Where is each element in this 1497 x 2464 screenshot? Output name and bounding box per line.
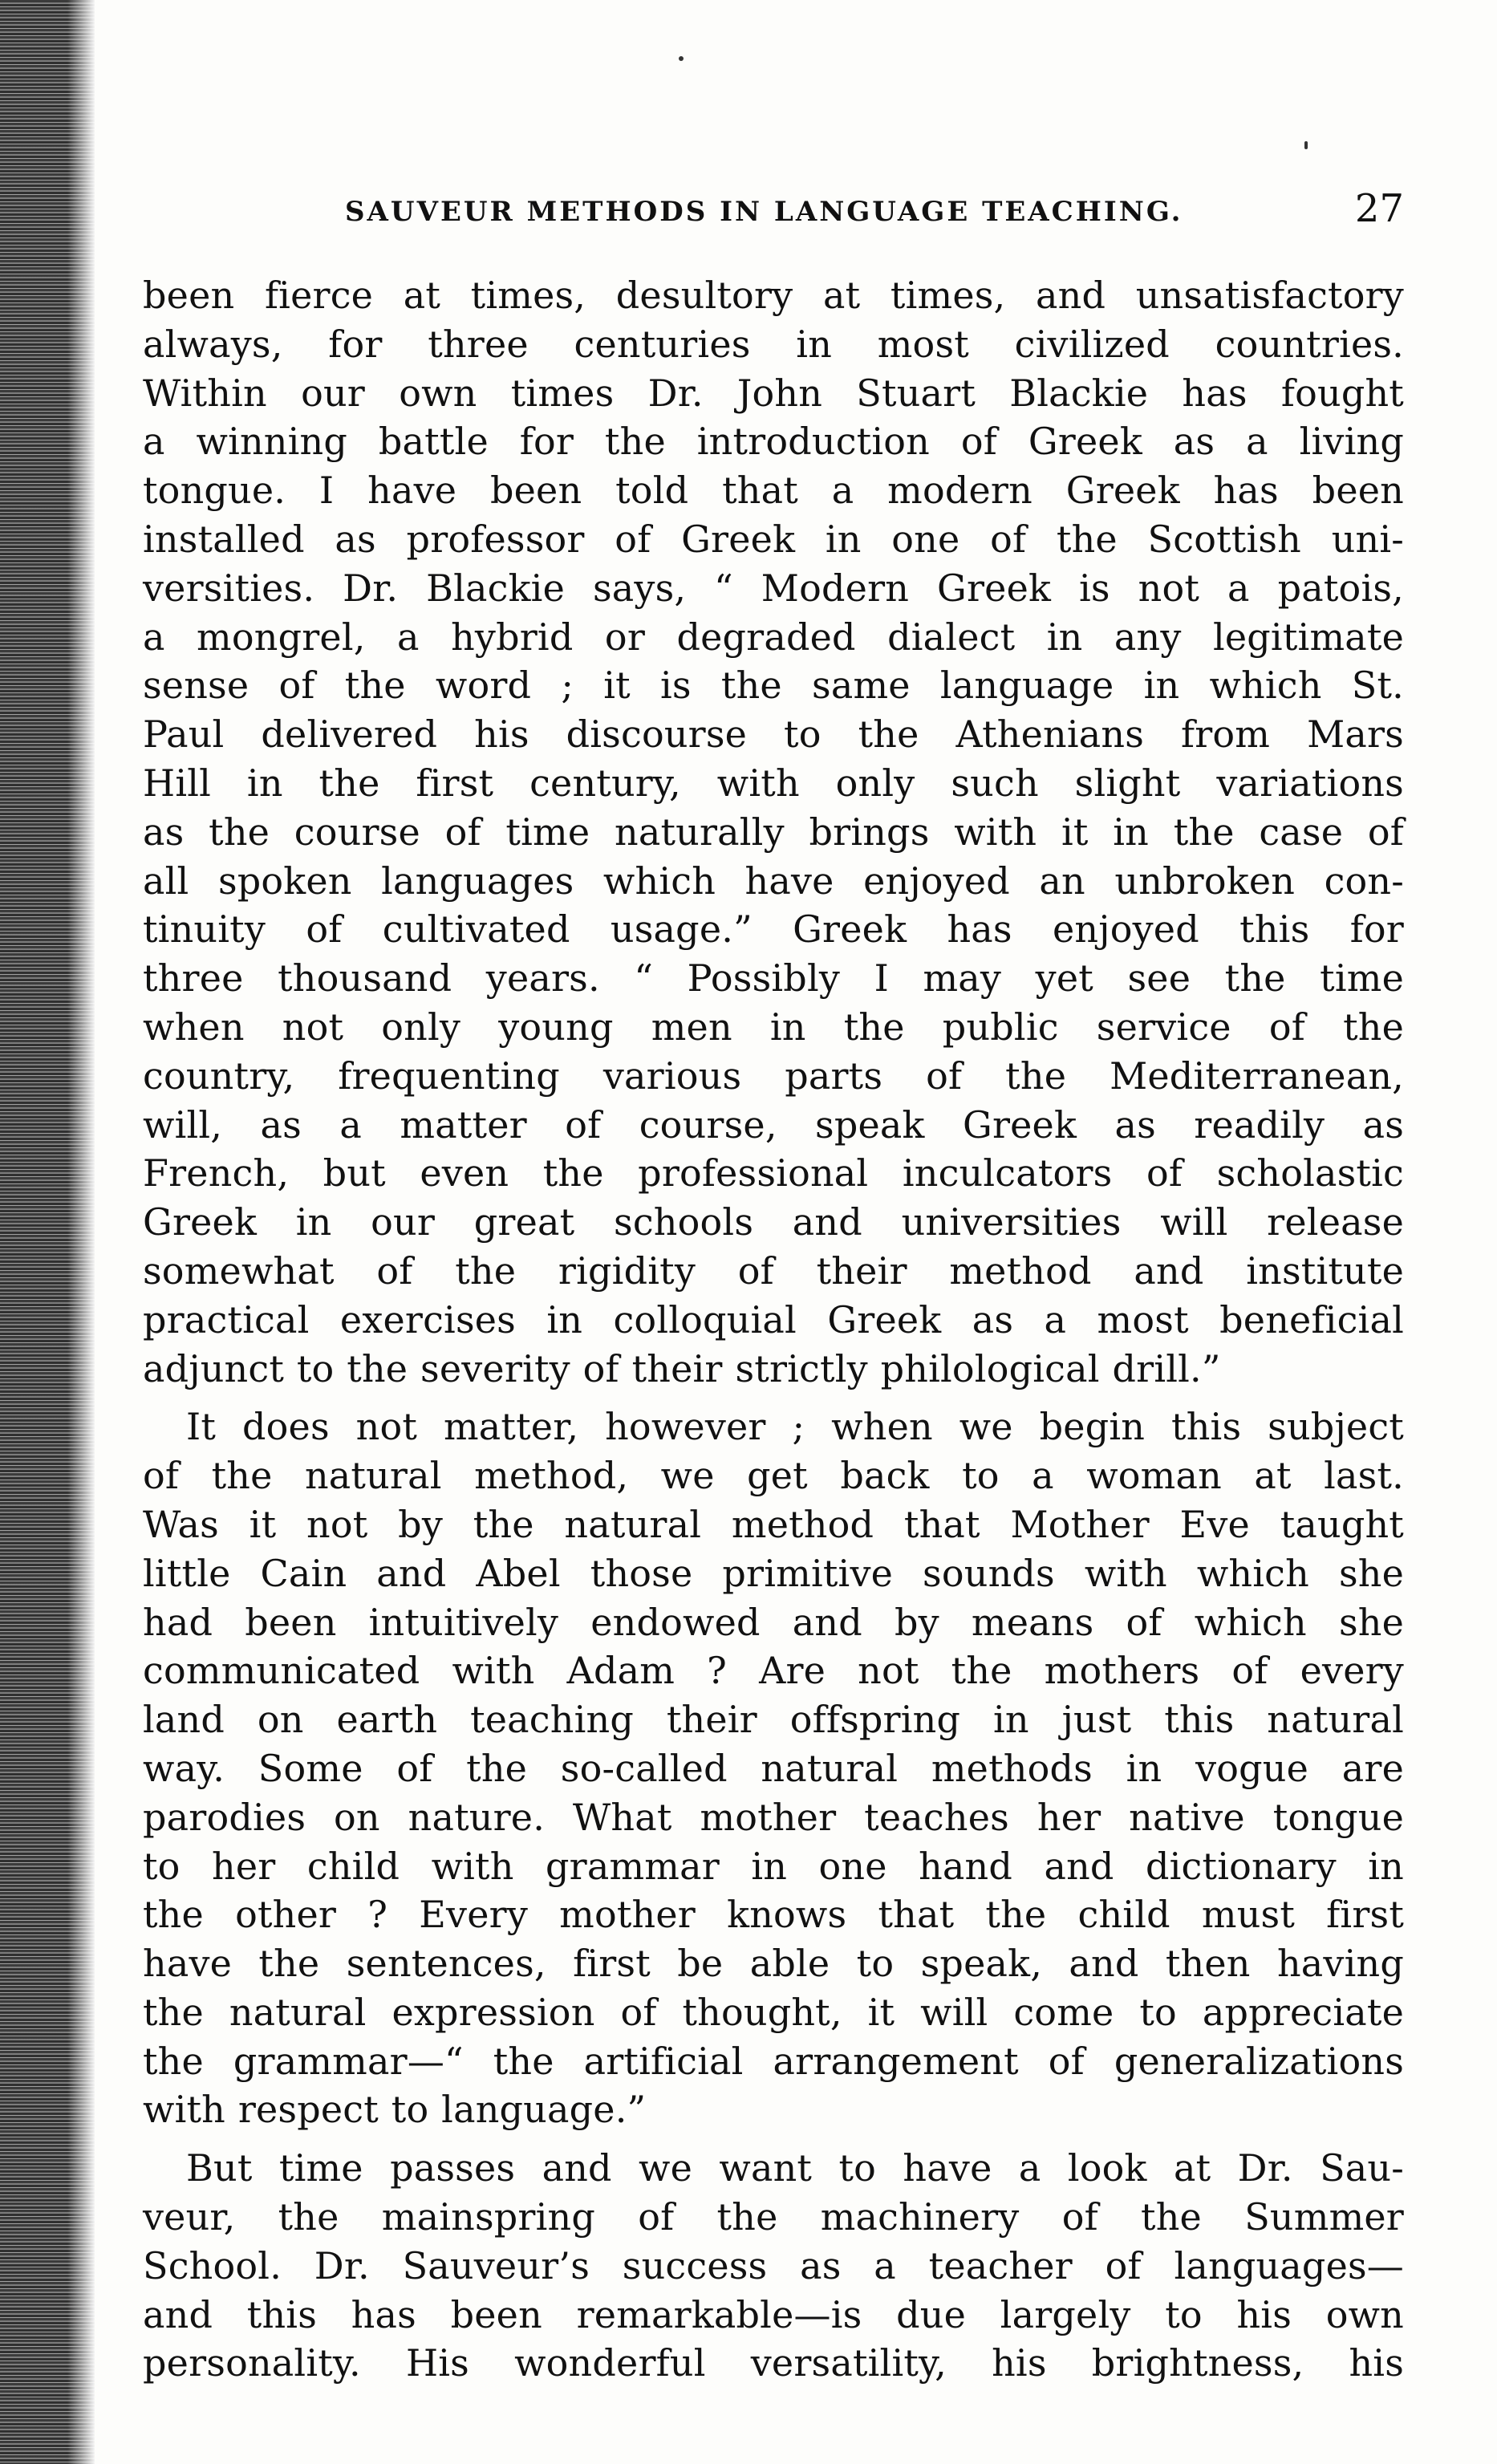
text-line: to her child with grammar in one hand and dictionary in [143,1844,1404,1888]
text-line: veur, the mainspring of the machinery of the Summer [143,2195,1404,2239]
text-line: Was it not by the natural method that Mother Eve taught [143,1502,1404,1546]
print-speck [679,56,684,61]
text-line: been fierce at times, desultory at times, and unsatisfactory [143,274,1404,317]
paragraph [143,1402,1404,2134]
text-line: of the natural method, we get back to a woman at last. [143,1454,1404,1498]
text-line: Greek in our great schools and universities will release [143,1200,1404,1244]
text-line: practical exercises in colloquial Greek as a most beneficial [143,1297,1404,1342]
text-line: Paul delivered his discourse to the Athenians from Mars [143,712,1404,757]
paragraph-gap [143,1393,1404,1402]
text-line: had been intuitively endowed and by means of which she [143,1600,1404,1644]
text-line: country, frequenting various parts of the Mediterranean, [143,1053,1404,1098]
text-line: tinuity of cultivated usage.” Greek has enjoyed this for [143,907,1404,952]
text-line: way. Some of the so-called natural methods in vogue are [143,1746,1404,1790]
page-binding-edge [0,0,95,2464]
text-line: personality. His wonderful versatility, his brightness, his [143,2341,1404,2385]
text-line: when not only young men in the public service of the [143,1005,1404,1049]
paragraph [143,2144,1404,2388]
running-head [345,186,1404,234]
text-line: sense of the word ; it is the same language in which St. [143,664,1404,708]
text-line: the grammar—“ the artificial arrangement of generalizations [143,2039,1404,2083]
text-line: It does not matter, however ; when we begin this subject [186,1405,1404,1449]
running-title: SAUVEUR METHODS IN LANGUAGE TEACHING. [345,196,1183,228]
text-line: the other ? Every mother knows that the child must first [143,1893,1404,1937]
text-line: versities. Dr. Blackie says, “ Modern Greek is not a patois, [143,566,1404,610]
text-line: School. Dr. Sauveur’s success as a teacher of languages— [143,2243,1404,2287]
text-line: a mongrel, a hybrid or degraded dialect in any legitimate [143,615,1404,659]
text-line: tongue. I have been told that a modern Greek has been [143,469,1404,513]
text-line: as the course of time naturally brings with it in the case of [143,810,1404,854]
print-speck [1304,141,1308,149]
text-line: with respect to language.” [143,2088,647,2132]
text-line: adjunct to the severity of their strictly philological drill.” [143,1346,1221,1390]
text-line: three thousand years. “ Possibly I may yet see the time [143,956,1404,1001]
text-line: communicated with Adam ? Are not the mothers of every [143,1649,1404,1693]
text-line: installed as professor of Greek in one of the Scottish uni- [143,517,1404,561]
text-line: somewhat of the rigidity of their method and institute [143,1248,1404,1293]
text-line: Within our own times Dr. John Stuart Blackie has fought [143,371,1404,415]
text-line: the natural expression of thought, it will come to appreciate [143,1990,1404,2034]
text-line: But time passes and we want to have a look at Dr. Sau- [186,2146,1404,2190]
paragraph-gap [143,2134,1404,2144]
text-line: always, for three centuries in most civilized countries. [143,322,1404,366]
text-line: have the sentences, first be able to speak, and then having [143,1942,1404,1986]
page-number: 27 [1354,186,1404,231]
text-line: Hill in the first century, with only such slight variations [143,761,1404,805]
text-line: land on earth teaching their offspring in just this natural [143,1698,1404,1742]
paragraph [143,271,1404,1393]
text-line: will, as a matter of course, speak Greek as readily as [143,1102,1404,1147]
text-line: French, but even the professional inculcators of scholastic [143,1151,1404,1195]
text-line: a winning battle for the introduction of Greek as a living [143,420,1404,464]
text-line: and this has been remarkable—is due largely to his own [143,2292,1404,2336]
text-line: all spoken languages which have enjoyed an unbroken con- [143,859,1404,903]
text-line: little Cain and Abel those primitive sounds with which she [143,1551,1404,1595]
text-line: parodies on nature. What mother teaches her native tongue [143,1795,1404,1839]
body-text [143,271,1404,2388]
